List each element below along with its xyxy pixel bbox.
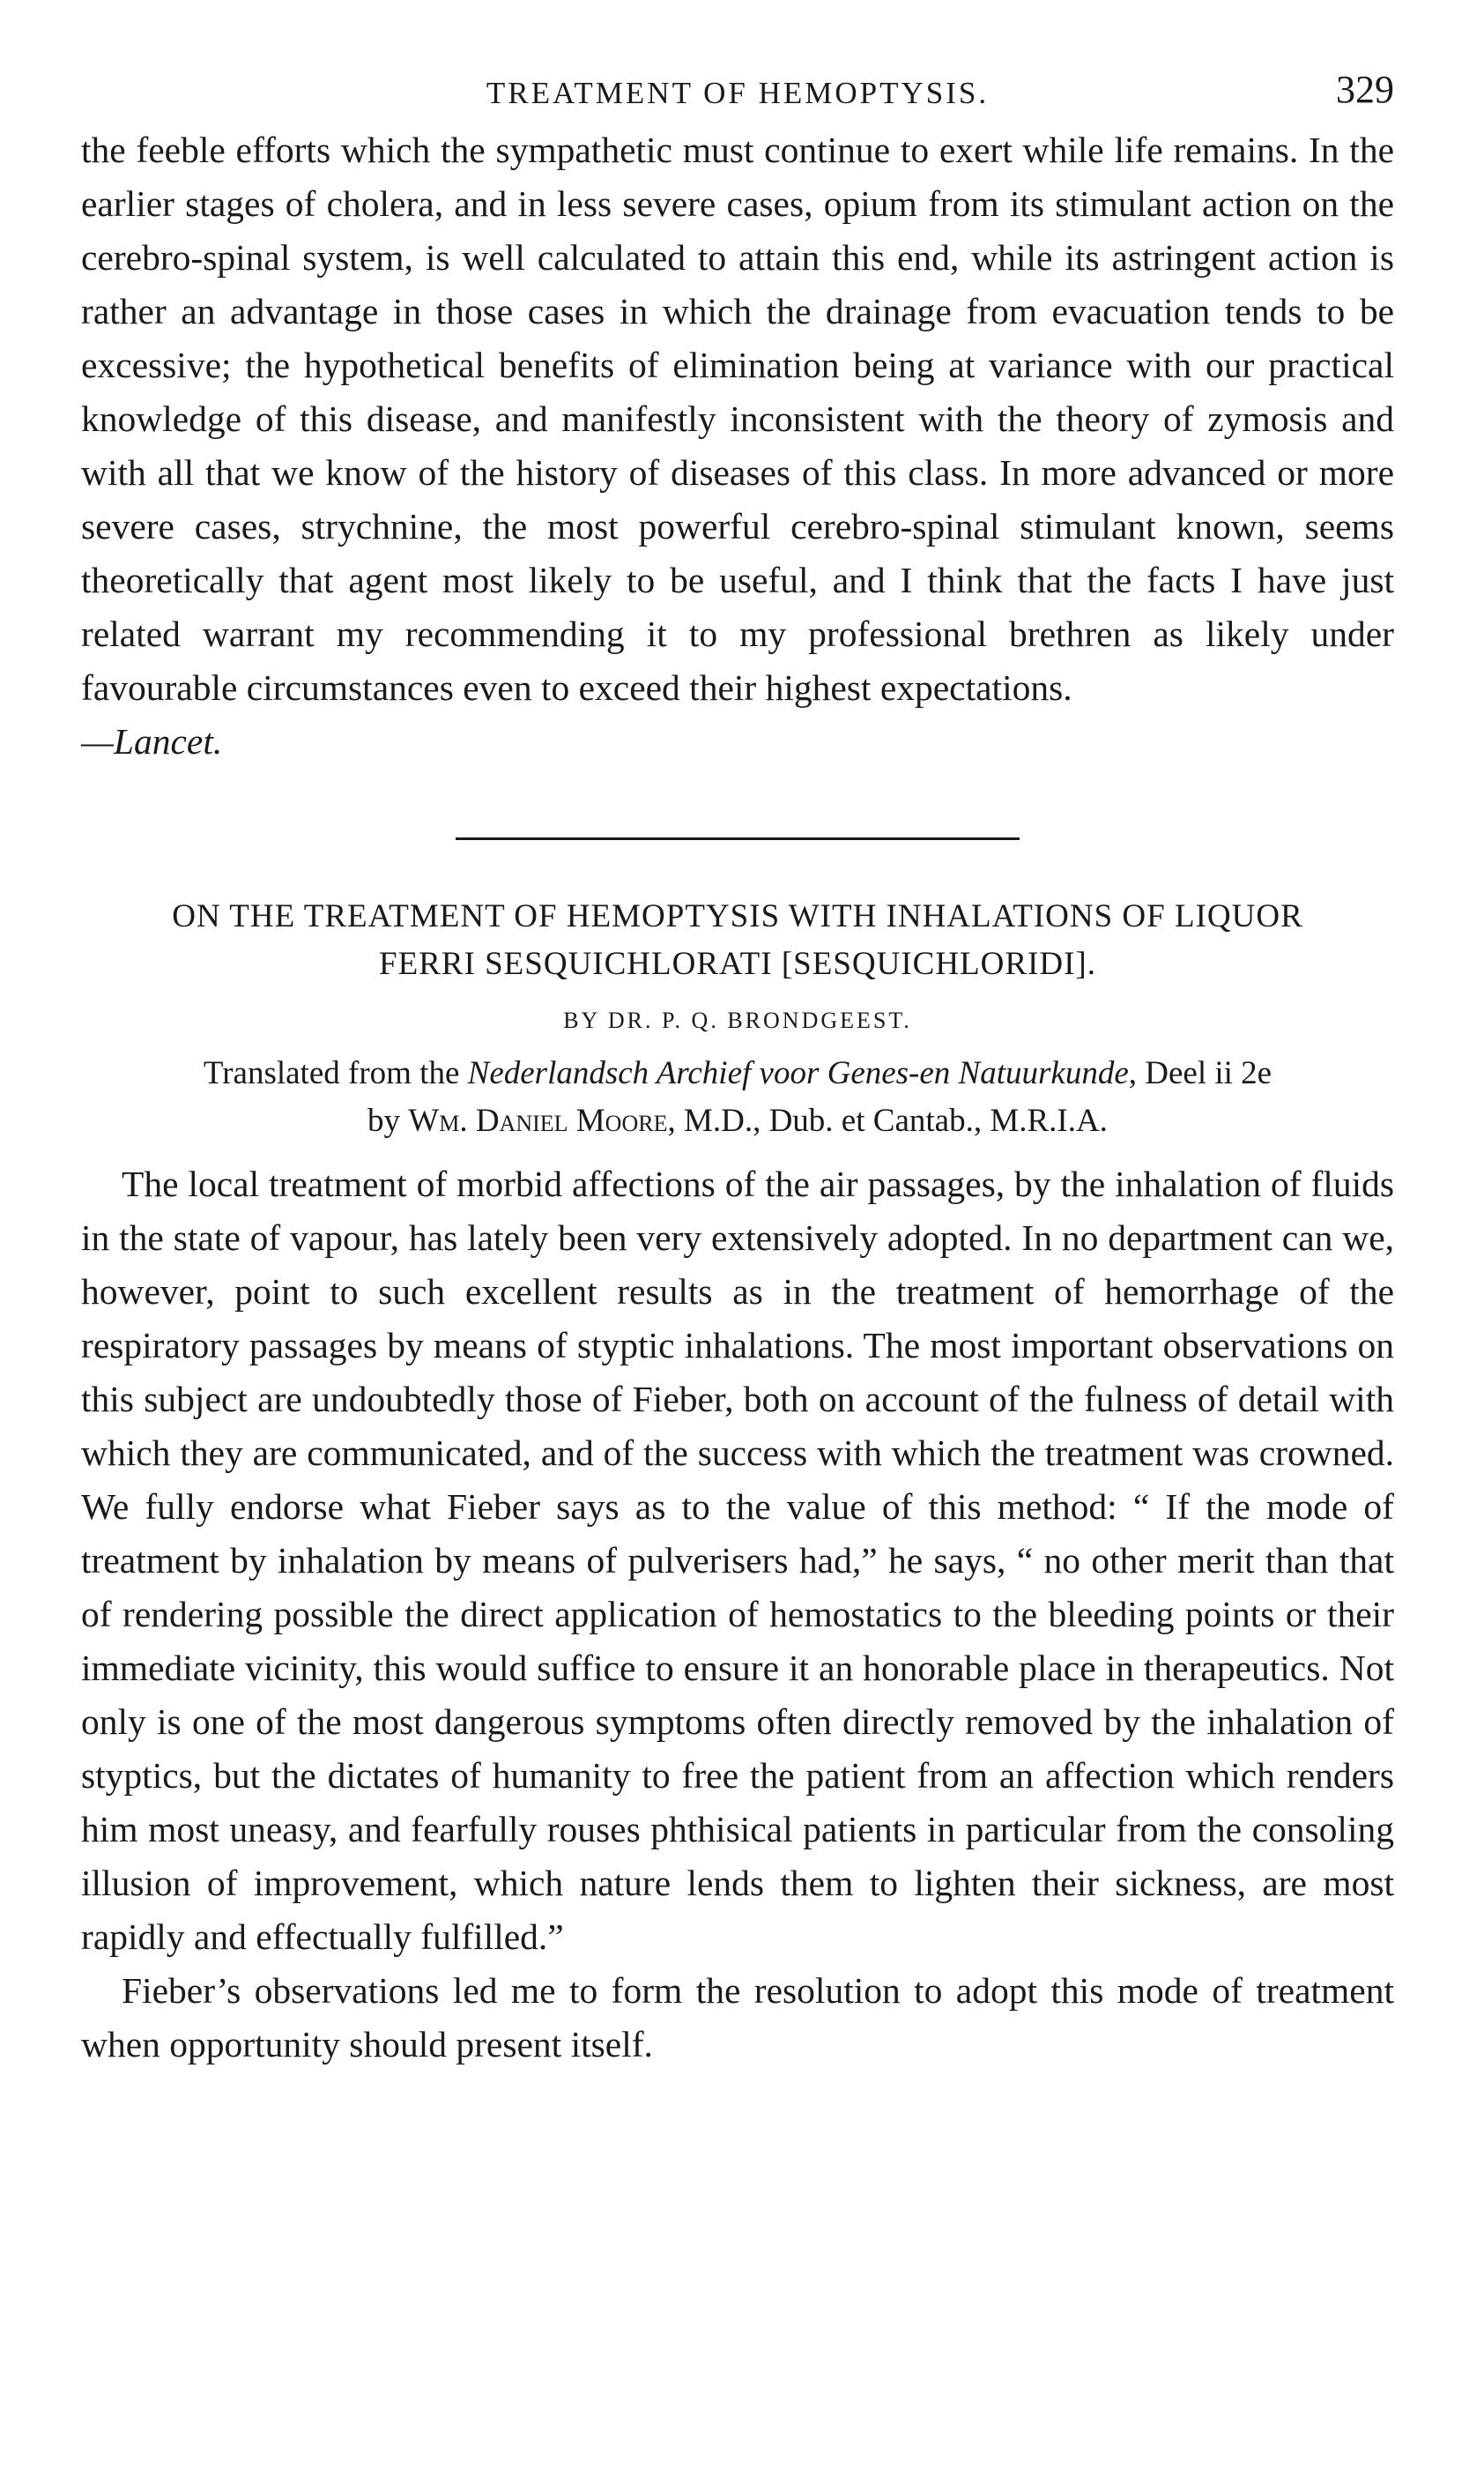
source-citation: —Lancet. [81,721,223,762]
journal-name: Nederlandsch Archief voor Genes-en Natuurkunde [467,1055,1129,1091]
translator-name: Wm. Daniel Moore [408,1103,668,1139]
translation-note [81,1050,1394,1145]
article-title-line-1: ON THE TREATMENT OF HEMOPTYSIS WITH INHALATIONS OF LIQUOR [172,898,1303,934]
body-paragraph-1: The local treatment of morbid affections of the air passages, by the inhalation of fluids in the state of vapour, has lately been very extensively adopted. In no department can we, however, point to such excellent results as in the treatment of hemorrhage of the respiratory passages by means of styptic inhalations. The most important observations on this subject are undoubtedly those of Fieber, both on account of the fulness of detail with which they are communicated, and of the success with which the treatment was crowned. We fully endorse what Fieber says as to the value of this method: “ If the mode of treatment by inhalation by means of pulverisers had,” he says, “ no other merit than that of rendering possible the direct application of hemostatics to the bleeding points or their immediate vicinity, this would suffice to ensure it an honorable place in therapeutics. Not only is one of the most dangerous symptoms often directly removed by the inhalation of styptics, but the dictates of humanity to free the patient from an affection which renders him most uneasy, and fearfully rouses phthisical patients in particular from the consoling illusion of improvement, which nature lends them to lighten their sickness, are most rapidly and effectually fulfilled.” [81,1164,1394,1957]
page-number: 329 [1336,68,1394,111]
translator-credentials: , M.D., Dub. et Cantab., M.R.I.A. [667,1103,1108,1139]
article-title-line-2: FERRI SESQUICHLORATI [SESQUICHLORIDI]. [379,946,1096,982]
continued-paragraph: the feeble efforts which the sympathetic must continue to exert while life remains. In the earlier stages of cholera, and in less severe cases, opium from its stimulant action on the cerebro-spinal system, is well calculated to attain this end, while its astringent action is rather an advantage in those cases in which the drainage from evacuation tends to be excessive; the hypothetical benefits of elimination being at variance with our practical knowledge of this disease, and manifestly inconsistent with the theory of zymosis and with all that we know of the history of diseases of this class. In more advanced or more severe cases, strychnine, the most powerful cerebro-spinal stimulant known, seems theoretically that agent most likely to be useful, and I think that the facts I have just related warrant my recommending it to my professional brethren as likely under favourable circumstances even to exceed their highest expectations. [81,130,1394,708]
author-byline: BY DR. P. Q. BRONDGEEST. [563,1008,912,1033]
body-paragraph-2: Fieber’s observations led me to form the resolution to adopt this mode of treatment when opportunity should present itself. [81,1970,1394,2065]
running-head [81,53,1394,123]
section-divider [456,837,1020,840]
page [81,53,1394,2072]
translation-suffix: , Deel ii 2e [1128,1055,1273,1091]
running-title: TREATMENT OF HEMOPTYSIS. [486,76,990,110]
translation-prefix: Translated from the [203,1055,468,1091]
translator-prefix: by [367,1103,409,1139]
